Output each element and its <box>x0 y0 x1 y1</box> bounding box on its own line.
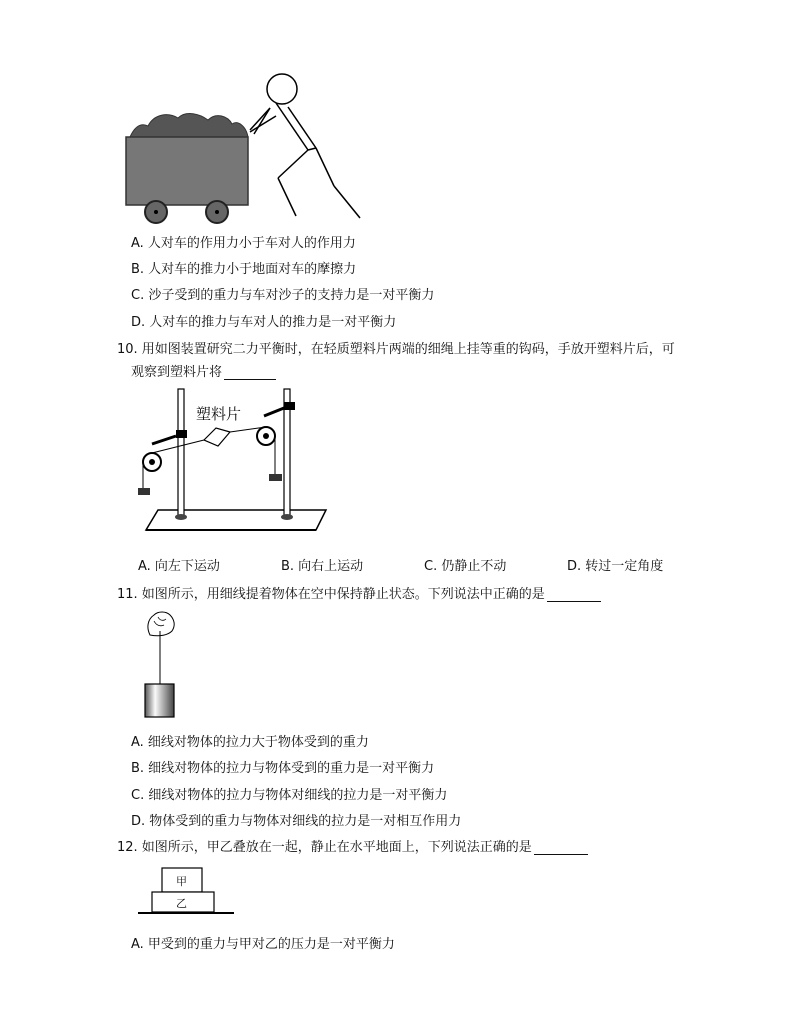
person-head <box>267 74 297 104</box>
q9-option-d[interactable]: D. 人对车的推力与车对人的推力是一对平衡力 <box>131 315 397 330</box>
q9-option-c[interactable]: C. 沙子受到的重力与车对沙子的支持力是一对平衡力 <box>131 288 435 303</box>
q10-answer-blank[interactable] <box>224 367 276 380</box>
hanging-object <box>145 684 174 717</box>
q9-option-a[interactable]: A. 人对车的作用力小于车对人的作用力 <box>131 236 356 251</box>
hand <box>148 612 174 636</box>
q12-stem <box>117 836 588 855</box>
q11-stem-text: 11. 如图所示，用细线提着物体在空中保持静止状态。下列说法中正确的是 <box>117 587 545 602</box>
q10-stem-text: 观察到塑料片将 <box>131 365 223 380</box>
cart-pushing-figure <box>120 70 370 230</box>
q11-option-c[interactable]: C. 细线对物体的拉力与物体对细线的拉力是一对平衡力 <box>131 788 448 803</box>
hanging-object-figure <box>138 605 188 720</box>
left-weight <box>138 488 150 495</box>
left-pole <box>178 389 184 517</box>
plastic-card <box>204 428 230 446</box>
q10-stem-line1: 10. 用如图装置研究二力平衡时，在轻质塑料片两端的细绳上挂等重的钩码，手放开塑料片后，可 <box>117 342 675 357</box>
plastic-card-label: 塑料片 <box>196 405 242 423</box>
right-weight <box>269 474 282 481</box>
cart-body <box>126 137 248 205</box>
q10-option-c[interactable]: C. 仍静止不动 <box>424 559 507 574</box>
q12-answer-blank[interactable] <box>534 842 588 855</box>
sand-pile <box>130 114 248 137</box>
q11-answer-blank[interactable] <box>547 589 601 602</box>
base-board <box>146 510 326 530</box>
q10-option-b[interactable]: B. 向右上运动 <box>281 559 364 574</box>
q11-option-b[interactable]: B. 细线对物体的拉力与物体受到的重力是一对平衡力 <box>131 761 435 776</box>
q12-option-a[interactable]: A. 甲受到的重力与甲对乙的压力是一对平衡力 <box>131 937 395 952</box>
q11-option-d[interactable]: D. 物体受到的重力与物体对细线的拉力是一对相互作用力 <box>131 814 462 829</box>
q10-option-d[interactable]: D. 转过一定角度 <box>567 559 664 574</box>
q9-option-b[interactable]: B. 人对车的推力小于地面对车的摩擦力 <box>131 262 357 277</box>
balance-apparatus-figure <box>138 384 333 539</box>
q11-option-a[interactable]: A. 细线对物体的拉力大于物体受到的重力 <box>131 735 369 750</box>
q12-stem-text: 12. 如图所示，甲乙叠放在一起，静止在水平地面上，下列说法正确的是 <box>117 840 532 855</box>
q10-stem-line2 <box>131 361 276 380</box>
block-yi-label: 乙 <box>176 897 187 910</box>
q11-stem <box>117 583 601 602</box>
q10-option-a[interactable]: A. 向左下运动 <box>138 559 220 574</box>
block-jia-label: 甲 <box>176 875 187 888</box>
stacked-blocks-figure <box>138 866 234 922</box>
